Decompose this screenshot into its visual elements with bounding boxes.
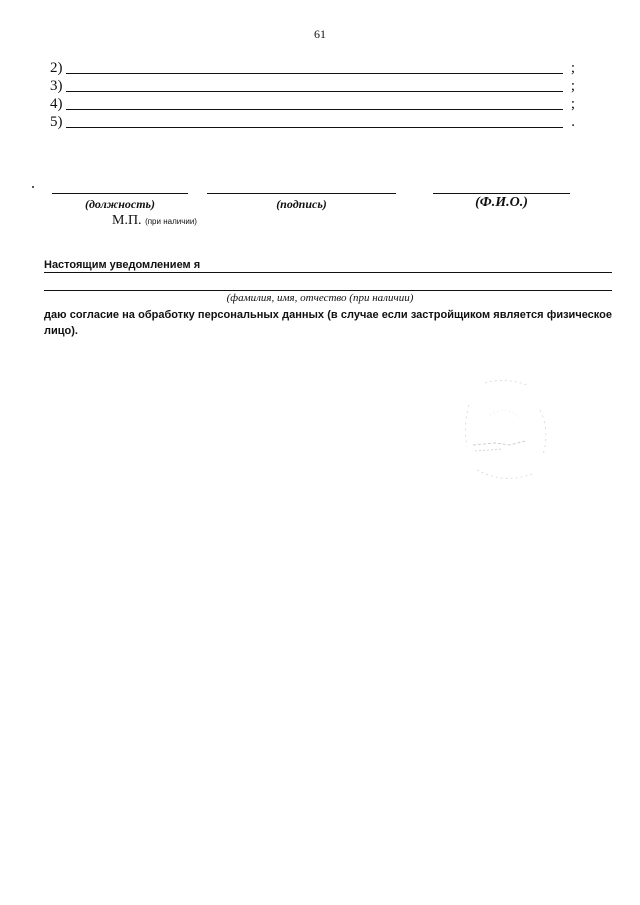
notice-label: Настоящим уведомлением я — [44, 259, 201, 271]
list-item — [50, 77, 575, 95]
stamp-label: М.П. — [112, 213, 142, 228]
stamp-note: (при наличии) — [145, 217, 197, 226]
full-name-signature-line — [433, 193, 570, 194]
page-number: 61 — [314, 27, 326, 41]
notice-line — [44, 256, 612, 273]
list-item-number: 4) — [50, 96, 63, 112]
position-caption: (должность) — [84, 197, 156, 211]
stamp-placeholder — [112, 213, 197, 229]
list-item-punctuation: ; — [570, 78, 575, 94]
list-item-number: 5) — [50, 114, 63, 130]
faint-stamp-watermark — [455, 375, 555, 490]
signature-line — [207, 193, 396, 194]
blank-fill-line — [66, 91, 563, 92]
full-name-caption: (Ф.И.О.) — [475, 195, 528, 210]
blank-fill-line — [66, 109, 563, 110]
position-signature-line — [52, 193, 188, 194]
list-item — [50, 95, 575, 113]
list-item — [50, 59, 575, 77]
blank-fill-line — [66, 127, 563, 128]
list-item-punctuation: . — [571, 114, 575, 130]
consent-paragraph: даю согласие на обработку персональных данных (в случае если застройщиком является физическое лицо). — [44, 309, 612, 337]
signature-caption: (подпись) — [276, 197, 327, 211]
list-item-punctuation: ; — [570, 60, 575, 76]
list-item-number: 3) — [50, 78, 63, 94]
list-item — [50, 113, 575, 131]
list-item-punctuation: ; — [570, 96, 575, 112]
scan-speck — [32, 186, 34, 188]
blank-fill-line — [66, 73, 563, 74]
list-item-number: 2) — [50, 60, 63, 76]
full-name-fill-line — [44, 290, 612, 291]
full-name-fill-caption: (фамилия, имя, отчество (при наличии) — [226, 292, 414, 304]
